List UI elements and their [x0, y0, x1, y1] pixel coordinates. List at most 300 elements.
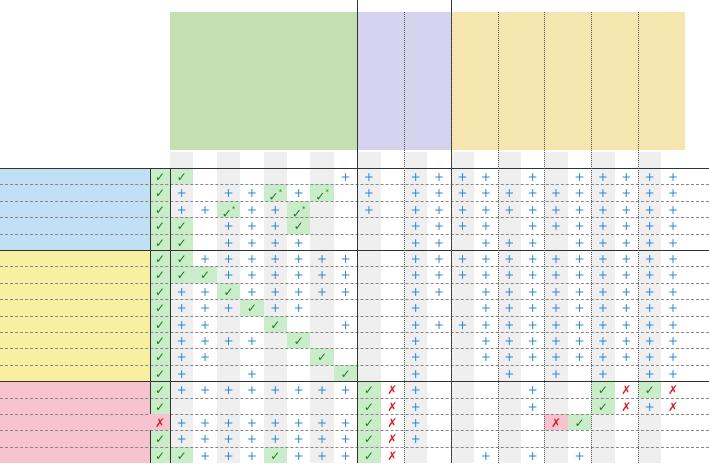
table-cell: [521, 348, 544, 364]
table-cell: [661, 250, 684, 266]
table-cell: [521, 316, 544, 332]
table-cell: [240, 332, 263, 348]
plus-mark: +: [551, 186, 562, 201]
table-cell: [287, 430, 310, 446]
table-cell: [287, 234, 310, 250]
check-icon: ✓: [154, 317, 166, 332]
table-cell: [427, 217, 450, 233]
table-cell: [193, 381, 216, 397]
check-icon: ✓: [221, 206, 232, 221]
table-cell: [150, 430, 170, 446]
plus-mark: +: [340, 317, 351, 332]
plus-mark: +: [621, 317, 632, 332]
footnote-star: *: [231, 204, 236, 213]
plus-mark: +: [176, 366, 187, 381]
table-cell: [334, 430, 357, 446]
table-cell: [150, 398, 170, 414]
plus-mark: +: [293, 235, 304, 250]
plus-mark: +: [270, 432, 281, 447]
table-cell: [404, 316, 427, 332]
table-cell: [451, 168, 474, 184]
table-cell: [264, 447, 287, 463]
group-band-tool: [170, 12, 357, 150]
table-cell: [287, 332, 310, 348]
table-cell: [381, 398, 404, 414]
table-cell: [544, 348, 567, 364]
check-icon: ✓: [154, 432, 166, 447]
table-cell: [287, 217, 310, 233]
table-cell: [544, 365, 567, 381]
table-cell: [498, 365, 521, 381]
table-cell: [615, 266, 638, 282]
plus-mark: +: [317, 252, 328, 266]
table-cell: [591, 184, 614, 200]
plus-mark: +: [317, 416, 328, 430]
plus-mark: +: [597, 235, 608, 250]
table-cell: [661, 234, 684, 250]
table-cell: [591, 316, 614, 332]
table-cell: [150, 184, 170, 200]
table-cell: [193, 447, 216, 463]
plus-mark: +: [200, 383, 211, 398]
plus-mark: +: [551, 202, 562, 217]
plus-mark: +: [223, 432, 234, 447]
plus-mark: +: [223, 252, 234, 266]
plus-mark: +: [480, 301, 491, 316]
plus-mark: +: [551, 268, 562, 283]
table-cell: [638, 365, 661, 381]
plus-mark: +: [621, 284, 632, 299]
plus-mark: +: [223, 334, 234, 348]
plus-mark: +: [200, 252, 211, 266]
plus-mark: +: [246, 284, 257, 299]
plus-mark: +: [551, 252, 562, 266]
plus-mark: +: [574, 170, 585, 184]
table-cell: [334, 381, 357, 397]
table-cell: [264, 217, 287, 233]
plus-mark: +: [480, 252, 491, 266]
table-cell: [404, 365, 427, 381]
table-cell: [591, 381, 614, 397]
table-cell: [193, 332, 216, 348]
check-icon: ✓: [293, 334, 304, 348]
table-cell: [404, 348, 427, 364]
plus-mark: +: [504, 252, 515, 266]
plus-mark: +: [621, 334, 632, 348]
plus-mark: +: [410, 334, 421, 348]
plus-mark: +: [480, 284, 491, 299]
plus-mark: +: [176, 301, 187, 316]
check-icon: ✓: [154, 186, 166, 201]
table-cell: [661, 217, 684, 233]
table-cell: [193, 266, 216, 282]
table-cell: [591, 217, 614, 233]
plus-mark: +: [597, 301, 608, 316]
table-cell: [310, 430, 333, 446]
table-cell: [150, 414, 170, 430]
plus-mark: +: [223, 268, 234, 283]
table-cell: [240, 430, 263, 446]
plus-mark: +: [644, 219, 655, 234]
plus-mark: +: [597, 219, 608, 234]
plus-mark: +: [176, 317, 187, 332]
table-cell: [661, 168, 684, 184]
plus-mark: +: [480, 317, 491, 332]
check-icon: ✓: [176, 170, 187, 184]
plus-mark: +: [668, 317, 679, 332]
plus-mark: +: [504, 350, 515, 365]
plus-mark: +: [621, 170, 632, 184]
plus-mark: +: [340, 268, 351, 283]
table-cell: [474, 250, 497, 266]
plus-mark: +: [317, 432, 328, 447]
table-cell: [404, 266, 427, 282]
plus-mark: +: [246, 186, 257, 201]
check-icon: ✓: [291, 206, 302, 221]
table-cell: [310, 250, 333, 266]
table-cell: [568, 447, 591, 463]
plus-mark: +: [644, 301, 655, 316]
plus-mark: +: [410, 186, 421, 201]
cross-icon: ✗: [154, 416, 166, 430]
table-cell: [638, 348, 661, 364]
table-cell: [474, 184, 497, 200]
plus-mark: +: [293, 448, 304, 463]
plus-mark: +: [668, 284, 679, 299]
table-cell: [310, 348, 333, 364]
table-cell: [544, 201, 567, 217]
plus-mark: +: [621, 202, 632, 217]
table-cell: [568, 184, 591, 200]
table-cell: [170, 283, 193, 299]
plus-mark: +: [200, 448, 211, 463]
plus-mark: +: [644, 202, 655, 217]
table-cell: [193, 316, 216, 332]
plus-mark: +: [668, 170, 679, 184]
table-cell: [638, 299, 661, 315]
table-cell: [661, 299, 684, 315]
plus-mark: +: [246, 432, 257, 447]
check-icon: ✓: [176, 268, 187, 283]
table-cell: [661, 365, 684, 381]
table-cell: [264, 381, 287, 397]
check-icon: ✓: [293, 219, 304, 234]
table-cell: [661, 332, 684, 348]
plus-mark: +: [246, 202, 257, 217]
table-cell: [264, 430, 287, 446]
table-cell: [661, 184, 684, 200]
table-cell: [287, 447, 310, 463]
check-icon: ✓: [200, 268, 211, 283]
plus-mark: +: [293, 416, 304, 430]
table-cell: [498, 332, 521, 348]
table-cell: [240, 365, 263, 381]
table-cell: [404, 283, 427, 299]
check-icon: ✓: [154, 252, 166, 266]
table-cell: [615, 381, 638, 397]
plus-mark: +: [410, 235, 421, 250]
table-cell: [638, 184, 661, 200]
table-cell: [357, 398, 380, 414]
check-icon: ✓: [363, 448, 374, 463]
table-cell: [544, 266, 567, 282]
plus-mark: +: [644, 186, 655, 201]
table-cell: [217, 299, 240, 315]
table-cell: [591, 398, 614, 414]
plus-mark: +: [410, 202, 421, 217]
plus-mark: +: [621, 235, 632, 250]
table-cell: [217, 184, 240, 200]
plus-mark: +: [223, 186, 234, 201]
plus-mark: +: [270, 219, 281, 234]
plus-mark: +: [574, 448, 585, 463]
plus-mark: +: [480, 268, 491, 283]
plus-mark: +: [434, 219, 445, 234]
table-cell: [150, 348, 170, 364]
table-cell: [404, 414, 427, 430]
plus-mark: +: [293, 268, 304, 283]
plus-mark: +: [270, 252, 281, 266]
plus-mark: +: [480, 186, 491, 201]
table-cell: [334, 447, 357, 463]
table-cell: [240, 234, 263, 250]
table-cell: [287, 414, 310, 430]
plus-mark: +: [434, 284, 445, 299]
plus-mark: +: [270, 268, 281, 283]
table-cell: [661, 398, 684, 414]
check-icon: ✓: [246, 301, 257, 316]
table-cell: [264, 184, 287, 204]
table-cell: [240, 217, 263, 233]
table-cell: [404, 217, 427, 233]
plus-mark: +: [270, 416, 281, 430]
table-cell: [474, 168, 497, 184]
plus-mark: +: [270, 383, 281, 398]
plus-mark: +: [293, 284, 304, 299]
table-cell: [287, 184, 310, 200]
plus-mark: +: [223, 383, 234, 398]
table-cell: [568, 266, 591, 282]
table-cell: [544, 316, 567, 332]
plus-mark: +: [597, 350, 608, 365]
plus-mark: +: [597, 317, 608, 332]
plus-mark: +: [574, 268, 585, 283]
plus-mark: +: [621, 252, 632, 266]
table-cell: [217, 234, 240, 250]
plus-mark: +: [480, 219, 491, 234]
plus-mark: +: [434, 186, 445, 201]
plus-mark: +: [551, 301, 562, 316]
plus-mark: +: [480, 202, 491, 217]
table-cell: [150, 365, 170, 381]
table-cell: [404, 299, 427, 315]
plus-mark: +: [504, 301, 515, 316]
plus-mark: +: [340, 170, 351, 184]
plus-mark: +: [270, 284, 281, 299]
table-cell: [193, 250, 216, 266]
table-cell: [451, 316, 474, 332]
plus-mark: +: [574, 219, 585, 234]
plus-mark: +: [597, 186, 608, 201]
plus-mark: +: [551, 317, 562, 332]
table-cell: [150, 168, 170, 184]
table-cell: [591, 348, 614, 364]
table-cell: [427, 266, 450, 282]
plus-mark: +: [621, 219, 632, 234]
table-cell: [521, 447, 544, 463]
table-cell: [638, 168, 661, 184]
table-cell: [240, 184, 263, 200]
table-cell: [240, 447, 263, 463]
plus-mark: +: [457, 170, 468, 184]
plus-mark: +: [668, 366, 679, 381]
table-cell: [217, 447, 240, 463]
plus-mark: +: [597, 334, 608, 348]
check-icon: ✓: [574, 416, 585, 430]
table-cell: [451, 201, 474, 217]
table-cell: [170, 348, 193, 364]
plus-mark: +: [176, 383, 187, 398]
table-cell: [264, 283, 287, 299]
table-cell: [170, 365, 193, 381]
plus-mark: +: [527, 284, 538, 299]
cross-icon: ✗: [387, 383, 398, 398]
plus-mark: +: [668, 219, 679, 234]
table-cell: [264, 266, 287, 282]
plus-mark: +: [621, 186, 632, 201]
table-cell: [334, 365, 357, 381]
table-cell: [661, 316, 684, 332]
check-icon: ✓: [317, 350, 328, 365]
plus-mark: +: [176, 284, 187, 299]
plus-mark: +: [644, 268, 655, 283]
table-cell: [498, 283, 521, 299]
plus-mark: +: [270, 301, 281, 316]
table-cell: [357, 184, 380, 200]
table-cell: [287, 250, 310, 266]
table-cell: [287, 201, 310, 221]
table-cell: [217, 381, 240, 397]
table-cell: [638, 217, 661, 233]
plus-mark: +: [551, 334, 562, 348]
table-cell: [451, 184, 474, 200]
plus-mark: +: [293, 186, 304, 201]
table-cell: [544, 250, 567, 266]
plus-mark: +: [223, 448, 234, 463]
table-cell: [193, 201, 216, 217]
plus-mark: +: [527, 399, 538, 414]
plus-mark: +: [644, 235, 655, 250]
plus-mark: +: [293, 432, 304, 447]
plus-mark: +: [597, 252, 608, 266]
plus-mark: +: [527, 219, 538, 234]
plus-mark: +: [574, 350, 585, 365]
check-icon: ✓: [176, 219, 187, 234]
check-icon: ✓: [154, 219, 166, 234]
table-cell: [150, 316, 170, 332]
table-cell: [427, 201, 450, 217]
table-cell: [521, 168, 544, 184]
table-cell: [240, 414, 263, 430]
plus-mark: +: [293, 383, 304, 398]
footnote-star: *: [278, 188, 283, 197]
table-cell: [287, 266, 310, 282]
table-cell: [661, 348, 684, 364]
table-cell: [498, 184, 521, 200]
table-cell: [474, 234, 497, 250]
plus-mark: +: [574, 284, 585, 299]
plus-mark: +: [176, 416, 187, 430]
table-cell: [404, 381, 427, 397]
plus-mark: +: [527, 186, 538, 201]
plus-mark: +: [434, 202, 445, 217]
table-cell: [217, 217, 240, 233]
table-cell: [591, 365, 614, 381]
table-cell: [615, 217, 638, 233]
table-cell: [217, 332, 240, 348]
table-cell: [240, 283, 263, 299]
plus-mark: +: [410, 284, 421, 299]
table-cell: [427, 250, 450, 266]
plus-mark: +: [410, 432, 421, 447]
table-cell: [264, 299, 287, 315]
table-cell: [638, 201, 661, 217]
plus-mark: +: [317, 284, 328, 299]
table-cell: [427, 316, 450, 332]
check-icon: ✓: [363, 383, 374, 398]
table-cell: [287, 299, 310, 315]
plus-mark: +: [363, 186, 374, 201]
table-cell: [521, 398, 544, 414]
table-cell: [615, 398, 638, 414]
plus-mark: +: [457, 268, 468, 283]
check-icon: ✓: [363, 432, 374, 447]
table-cell: [404, 184, 427, 200]
table-cell: [217, 250, 240, 266]
plus-mark: +: [457, 317, 468, 332]
plus-mark: +: [200, 416, 211, 430]
plus-mark: +: [574, 252, 585, 266]
table-cell: [170, 414, 193, 430]
plus-mark: +: [527, 448, 538, 463]
plus-mark: +: [317, 383, 328, 398]
plus-mark: +: [410, 383, 421, 398]
table-cell: [170, 266, 193, 282]
plus-mark: +: [410, 170, 421, 184]
plus-mark: +: [434, 170, 445, 184]
plus-mark: +: [246, 334, 257, 348]
plus-mark: +: [223, 235, 234, 250]
plus-mark: +: [597, 202, 608, 217]
plus-mark: +: [480, 334, 491, 348]
table-cell: [615, 234, 638, 250]
check-icon: ✓: [363, 399, 374, 414]
table-cell: [170, 381, 193, 397]
plus-mark: +: [551, 219, 562, 234]
cross-icon: ✗: [387, 432, 398, 447]
table-cell: [451, 217, 474, 233]
table-cell: [568, 283, 591, 299]
table-cell: [217, 430, 240, 446]
plus-mark: +: [457, 252, 468, 266]
plus-mark: +: [410, 350, 421, 365]
check-icon: ✓: [223, 284, 234, 299]
plus-mark: +: [410, 317, 421, 332]
table-cell: [451, 266, 474, 282]
plus-mark: +: [317, 448, 328, 463]
plus-mark: +: [527, 350, 538, 365]
plus-mark: +: [246, 219, 257, 234]
